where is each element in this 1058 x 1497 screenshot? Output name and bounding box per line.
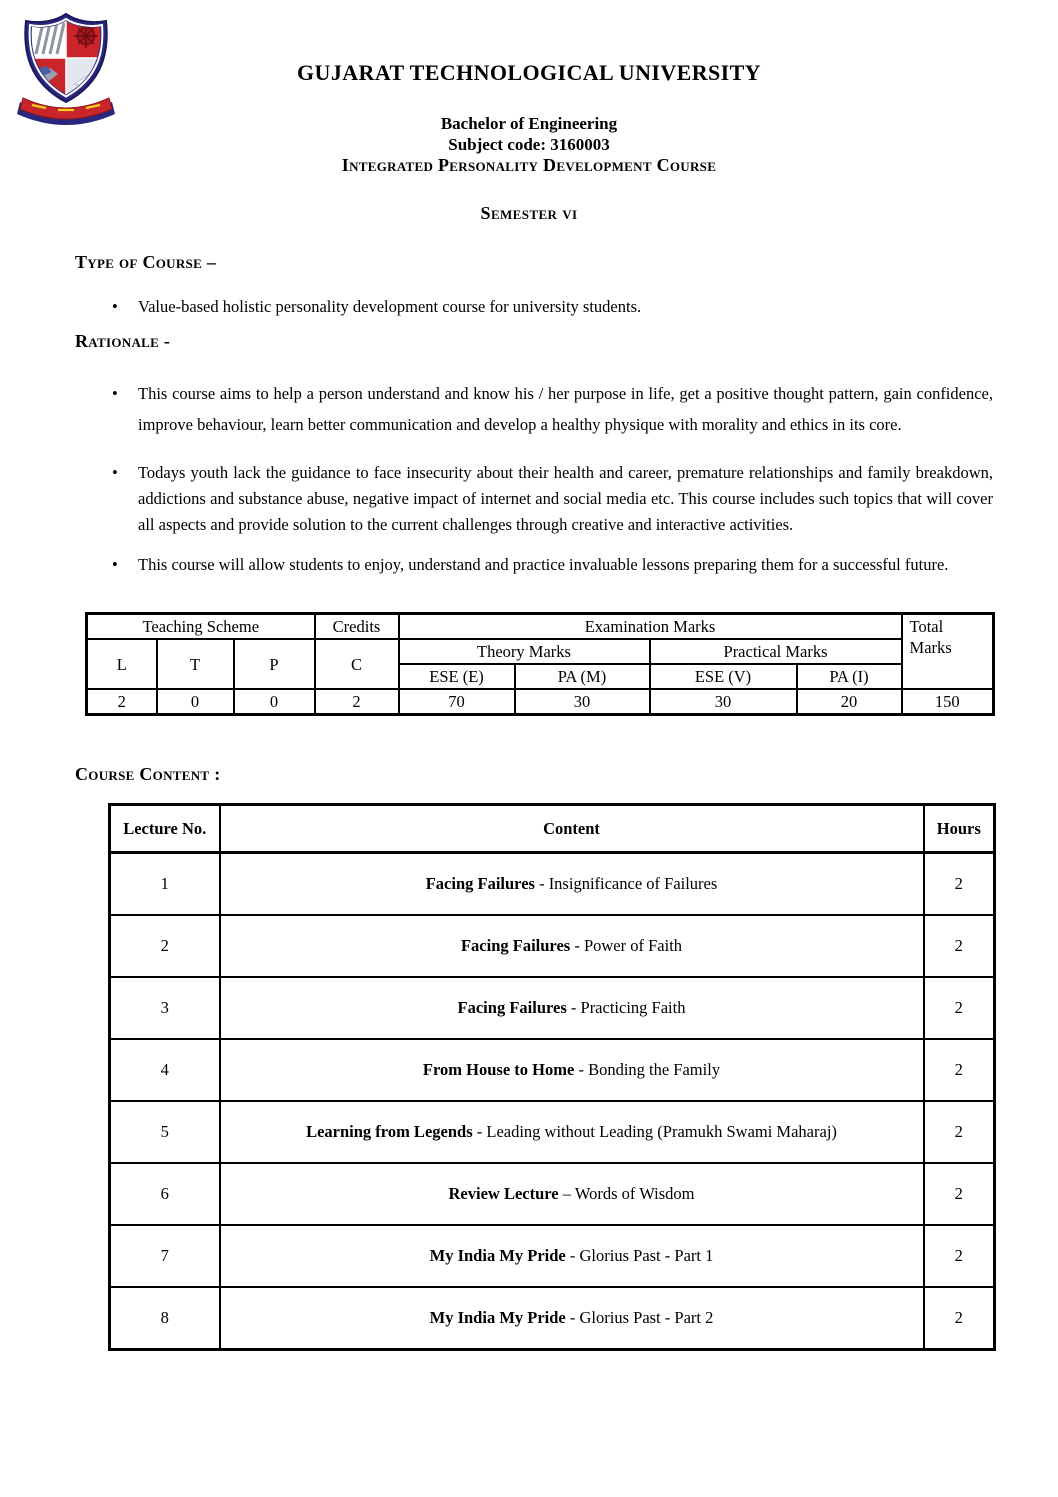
lecture-no: 8 [110,1287,220,1350]
subject-code-line: Subject code: 3160003 [448,135,610,154]
course-content-table [108,803,996,1351]
value-pa-m: 30 [515,689,650,715]
bullet-text: This course will allow students to enjoy, understand and practice invaluable lessons preparing them for a successful future. [138,555,949,574]
lecture-content: Facing Failures - Practicing Faith [220,977,924,1039]
lecture-no: 7 [110,1225,220,1287]
lecture-hours: 2 [924,1287,995,1350]
bullet-text: Value-based holistic personality development course for university students. [138,297,642,316]
pa-i-header: PA (I) [797,664,902,689]
col-t: T [157,639,234,689]
value-pa-i: 20 [797,689,902,715]
table-row [110,1163,995,1225]
ese-e-header: ESE (E) [399,664,515,689]
lecture-hours: 2 [924,1039,995,1101]
lecture-no: 2 [110,915,220,977]
bullet-icon: • [112,384,118,403]
table-row [110,1287,995,1350]
document-body [0,252,1058,1351]
hours-header: Hours [924,805,995,853]
value-ese-v: 30 [650,689,797,715]
value-l: 2 [87,689,157,715]
theory-marks-header: Theory Marks [399,639,650,664]
lecture-hours: 2 [924,915,995,977]
table-row [110,1225,995,1287]
document-header [0,0,1058,224]
pa-m-header: PA (M) [515,664,650,689]
lecture-content: My India My Pride - Glorius Past - Part 1 [220,1225,924,1287]
value-c: 2 [315,689,399,715]
course-content-heading: Course Content : [75,764,221,784]
lecture-no: 4 [110,1039,220,1101]
lecture-no: 3 [110,977,220,1039]
lecture-hours: 2 [924,1225,995,1287]
teaching-scheme-header: Teaching Scheme [87,614,315,640]
type-of-course-heading: Type of Course – [75,252,217,272]
lecture-hours: 2 [924,977,995,1039]
rationale-bullet-1 [75,378,993,440]
bullet-text: This course aims to help a person understand and know his / her purpose in life, get a positive thought pattern, gain confidence, improve behaviour, learn better communication and develop a healthy physique with morality and ethics in its core. [138,384,993,434]
course-title-line: Integrated Personality Development Course [341,155,717,175]
program-line: Bachelor of Engineering [440,114,618,133]
lecture-content: Review Lecture – Words of Wisdom [220,1163,924,1225]
content-header: Content [220,805,924,853]
table-row [110,1039,995,1101]
lecture-content: Facing Failures - Power of Faith [220,915,924,977]
table-row [110,853,995,916]
table-row [110,1101,995,1163]
practical-marks-header: Practical Marks [650,639,902,664]
bullet-icon: • [112,297,118,316]
table-row [110,977,995,1039]
rationale-heading: Rationale - [75,331,171,351]
lecture-hours: 2 [924,1101,995,1163]
table-row [110,915,995,977]
bullet-text: Todays youth lack the guidance to face insecurity about their health and career, premature relationships and family breakdown, addictions and substance abuse, negative impact of internet and social media etc. This course includes such topics that will cover all aspects and provide solution to the current challenges through creative and interactive activities. [138,463,993,534]
lecture-content: My India My Pride - Glorius Past - Part 2 [220,1287,924,1350]
value-total: 150 [902,689,994,715]
lecture-content: Learning from Legends - Leading without Leading (Pramukh Swami Maharaj) [220,1101,924,1163]
type-of-course-bullet [75,297,993,317]
bullet-icon: • [112,555,118,574]
value-ese-e: 70 [399,689,515,715]
gtu-crest-icon [16,8,116,130]
rationale-bullet-3 [75,552,993,578]
lecture-content: From House to Home - Bonding the Family [220,1039,924,1101]
lecture-hours: 2 [924,853,995,916]
lecture-hours: 2 [924,1163,995,1225]
examination-marks-header: Examination Marks [399,614,902,640]
lecture-no-header: Lecture No. [110,805,220,853]
university-title: GUJARAT TECHNOLOGICAL UNIVERSITY [297,60,761,85]
col-c: C [315,639,399,689]
lecture-no: 1 [110,853,220,916]
lecture-no: 5 [110,1101,220,1163]
col-l: L [87,639,157,689]
ese-v-header: ESE (V) [650,664,797,689]
total-marks-header: Total Marks [902,614,994,690]
teaching-scheme-table [85,612,995,716]
lecture-no: 6 [110,1163,220,1225]
semester-line: Semester vi [480,203,578,223]
value-p: 0 [234,689,315,715]
gtu-logo [16,8,116,130]
bullet-icon: • [112,463,118,482]
rationale-bullet-2 [75,460,993,538]
lecture-content: Facing Failures - Insignificance of Failures [220,853,924,916]
col-p: P [234,639,315,689]
value-t: 0 [157,689,234,715]
credits-header: Credits [315,614,399,640]
